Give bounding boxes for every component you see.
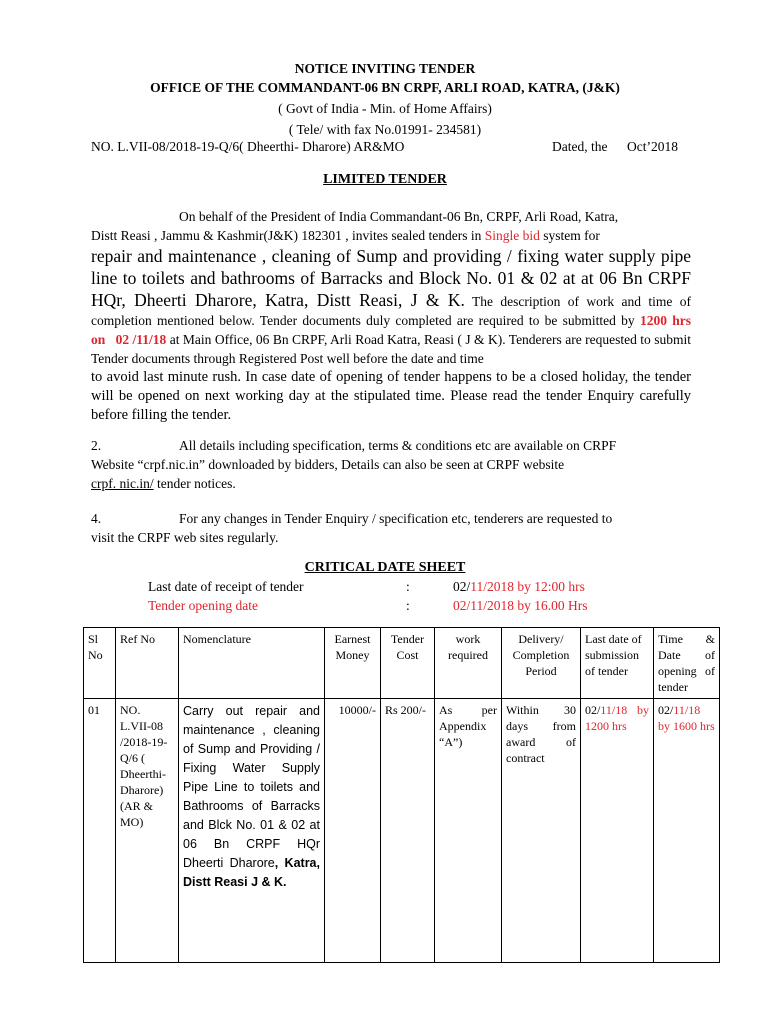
receipt-date-label: Last date of receipt of tender	[148, 579, 304, 594]
single-bid-text: Single bid	[484, 228, 540, 243]
header-delivery-period: Delivery/ Completion Period	[502, 628, 581, 699]
para4-line1: 4. For any changes in Tender Enquiry / specification etc, tenderers are requested to	[91, 511, 613, 526]
header-work-required: work required	[435, 628, 502, 699]
work-description: repair and maintenance , cleaning of Sump and providing / fixing water supply pipe line to toilets and bathrooms of Barracks and Block No. 01 & 02 at at 06 Bn CRPF HQr, Dheerti Dharore, Katra, Distt Reasi, J & K.	[91, 246, 691, 310]
para4-line2: visit the CRPF web sites regularly.	[91, 530, 279, 545]
table-row	[84, 699, 720, 963]
deadline-date: 02 /11/18	[115, 332, 167, 347]
cell-delivery: Within 30 days from award of contract	[502, 699, 581, 963]
header-nomenclature: Nomenclature	[179, 628, 325, 699]
paragraph-4	[91, 509, 691, 547]
cell-work: As per Appendix “A”)	[435, 699, 502, 963]
header-earnest-money: Earnest Money	[325, 628, 381, 699]
paragraph-2	[91, 436, 691, 493]
header-opening-date: Time & Date of opening of tender	[654, 628, 720, 699]
cell-sl: 01	[84, 699, 116, 963]
opening-date-label: Tender opening date	[148, 598, 259, 613]
dated-value: Oct’2018	[627, 139, 678, 154]
para2-line2: Website “crpf.nic.in” downloaded by bidders, Details can also be seen at CRPF website	[91, 457, 565, 472]
limited-tender-title: LIMITED TENDER	[323, 172, 447, 187]
table-header-row	[84, 628, 720, 699]
crpf-website-link[interactable]: crpf. nic.in/	[91, 476, 154, 491]
cell-earnest: 10000/-	[325, 699, 381, 963]
cell-cost: Rs 200/-	[381, 699, 435, 963]
para2-line3: crpf. nic.in/ tender notices.	[91, 476, 236, 491]
notice-title: NOTICE INVITING TENDER	[294, 61, 476, 76]
receipt-colon: :	[406, 579, 410, 594]
receipt-date-value: 02/11/2018 by 12:00 hrs	[453, 579, 585, 594]
telephone-line: ( Tele/ with fax No.01991- 234581)	[288, 122, 482, 137]
para2-line1: 2. All details including specification, terms & conditions etc are available on CRPF	[91, 438, 617, 453]
header-sl-no: Sl No	[84, 628, 116, 699]
reference-number: NO. L.VII-08/2018-19-Q/6( Dheerthi- Dharore) AR&MO	[91, 139, 405, 154]
cell-nomenclature: Carry out repair and maintenance , cleaning of Sump and Providing / Fixing Water Supply Pipe Line to toilets and Bathrooms of Barracks and Blck No. 01 & 02 at 06 Bn CRPF HQr Dheerti Dharore, Katra, Distt Reasi J & K.	[179, 699, 325, 963]
header-last-date: Last date of submission of tender	[581, 628, 654, 699]
deadline-time: 1200 hrs on	[91, 313, 691, 347]
para1-tail: to avoid last minute rush. In case date of opening of tender happens to be a closed holiday, the tender will be opened on next working day at the stipulated time. Please read the tender Enquiry carefully before filling the tender.	[91, 369, 691, 423]
cell-last-date: 02/11/18 by 1200 hrs	[581, 699, 654, 963]
office-title: OFFICE OF THE COMMANDANT-06 BN CRPF, ARLI ROAD, KATRA, (J&K)	[150, 80, 620, 95]
cell-ref: NO. L.VII-08 /2018-19-Q/6 ( Dheerthi-Dharore) (AR & MO)	[116, 699, 179, 963]
dated-label: Dated, the	[552, 139, 608, 154]
tender-table	[83, 627, 720, 963]
opening-colon: :	[406, 598, 410, 613]
para1-line2: Distt Reasi , Jammu & Kashmir(J&K) 182301 , invites sealed tenders in Single bid system for	[91, 228, 600, 243]
paragraph-1	[91, 207, 691, 425]
header-ref-no: Ref No	[116, 628, 179, 699]
ministry-line: ( Govt of India - Min. of Home Affairs)	[278, 101, 492, 116]
para1-line1: On behalf of the President of India Commandant-06 Bn, CRPF, Arli Road, Katra,	[179, 209, 619, 224]
critical-date-sheet-title: CRITICAL DATE SHEET	[304, 560, 466, 575]
header-tender-cost: Tender Cost	[381, 628, 435, 699]
opening-date-value: 02/11/2018 by 16.00 Hrs	[453, 598, 588, 613]
para1-body: repair and maintenance , cleaning of Sump and providing / fixing water supply pipe line to toilets and bathrooms of Barracks and Block No. 01 & 02 at at 06 Bn CRPF HQr, Dheerti Dharore, Katra, Distt Reasi, J & K. The description of work and time of completion mentioned below. Tender documents duly completed are required to be submitted by 1200 hrs on 02 /11/18 at Main Office, 06 Bn CRPF, Arli Road Katra, Reasi ( J & K). Tenderers are requested to submit Tender documents through Registered Post well before the date and time	[91, 246, 691, 366]
cell-opening-date: 02/11/18 by 1600 hrs	[654, 699, 720, 963]
